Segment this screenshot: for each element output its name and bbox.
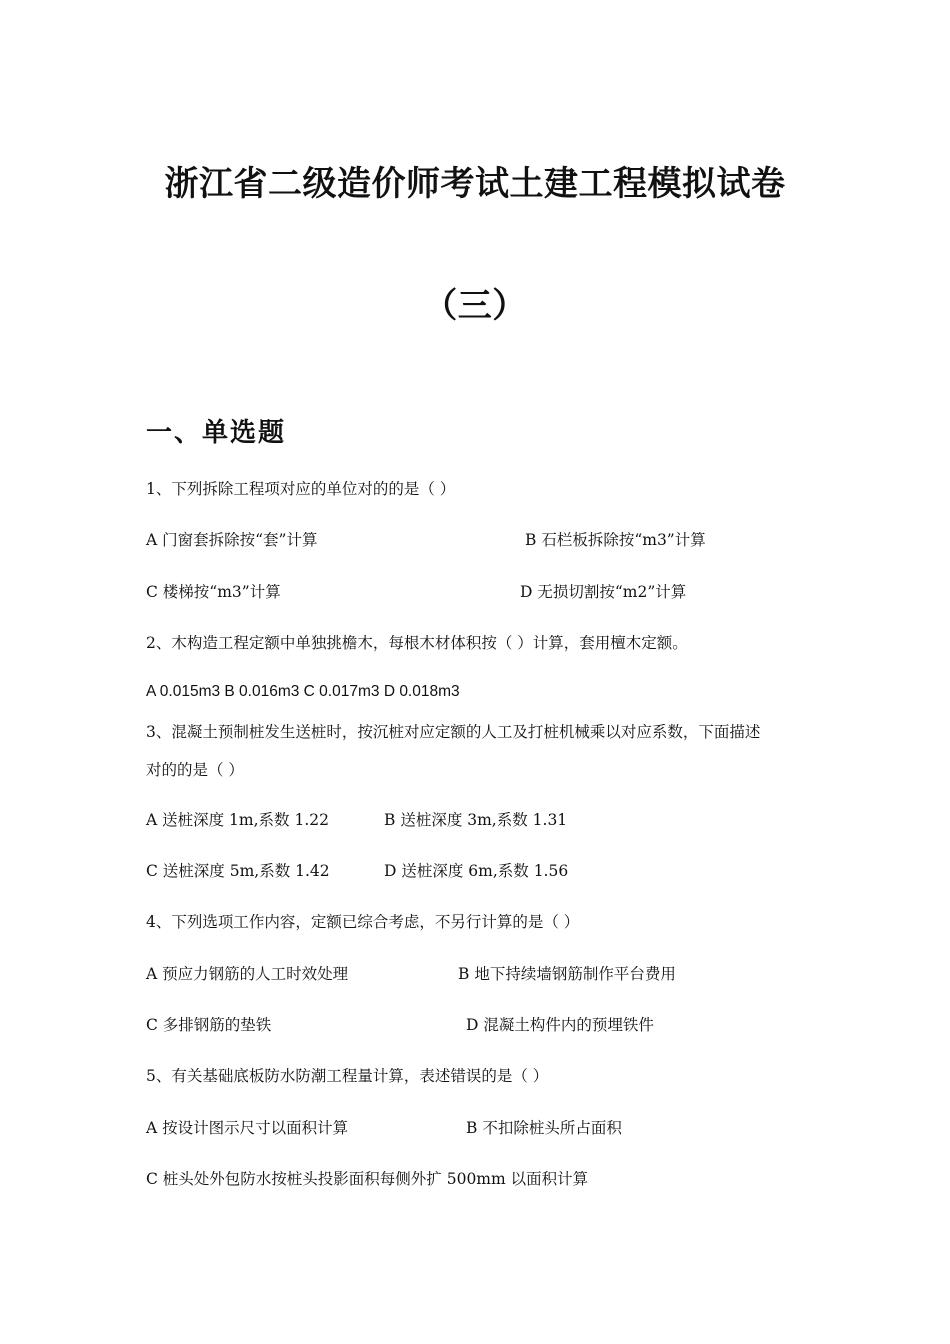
question-1-option-d: D 无损切割按“m2”计算	[520, 583, 687, 601]
question-1-stem: 1、下列拆除工程项对应的单位对的的是（ ）	[146, 480, 456, 498]
question-5-option-a: A 按设计图示尺寸以面积计算	[146, 1119, 349, 1137]
question-4-option-d: D 混凝土构件内的预埋铁件	[466, 1016, 654, 1034]
question-3-option-a: A 送桩深度 1m,系数 1.22	[146, 811, 329, 829]
question-5-stem: 5、有关基础底板防水防潮工程量计算，表述错误的是（ ）	[146, 1067, 549, 1085]
question-1-option-b: B 石栏板拆除按“m3”计算	[525, 531, 706, 549]
question-5-option-c: C 桩头处外包防水按桩头投影面积每侧外扩 500mm 以面积计算	[146, 1170, 589, 1188]
question-3-option-c: C 送桩深度 5m,系数 1.42	[146, 862, 330, 880]
question-3-option-b: B 送桩深度 3m,系数 1.31	[384, 811, 568, 829]
question-3-stem-line2: 对的的是（ ）	[146, 761, 244, 779]
question-2-stem: 2、木构造工程定额中单独挑檐木，每根木材体积按（ ）计算，套用檀木定额。	[146, 634, 688, 652]
question-4-stem: 4、下列选项工作内容，定额已综合考虑，不另行计算的是（ ）	[146, 913, 580, 931]
page-subtitle: （三）	[423, 286, 527, 326]
section-heading: 一、单选题	[146, 418, 287, 448]
question-4-option-c: C 多排钢筋的垫铁	[146, 1016, 272, 1034]
question-2-options: A 0.015m3 B 0.016m3 C 0.017m3 D 0.018m3	[146, 683, 460, 700]
question-1-option-c: C 楼梯按“m3”计算	[146, 583, 281, 601]
question-1-option-a: A 门窗套拆除按“套”计算	[146, 531, 318, 549]
question-3-option-d: D 送桩深度 6m,系数 1.56	[384, 862, 569, 880]
question-3-stem-line1: 3、混凝土预制桩发生送桩时，按沉桩对应定额的人工及打桩机械乘以对应系数，下面描述	[146, 723, 761, 741]
question-4-option-a: A 预应力钢筋的人工时效处理	[146, 965, 349, 983]
question-4-option-b: B 地下持续墙钢筋制作平台费用	[458, 965, 676, 983]
page-title: 浙江省二级造价师考试土建工程模拟试卷	[164, 164, 786, 204]
question-5-option-b: B 不扣除桩头所占面积	[466, 1119, 622, 1137]
